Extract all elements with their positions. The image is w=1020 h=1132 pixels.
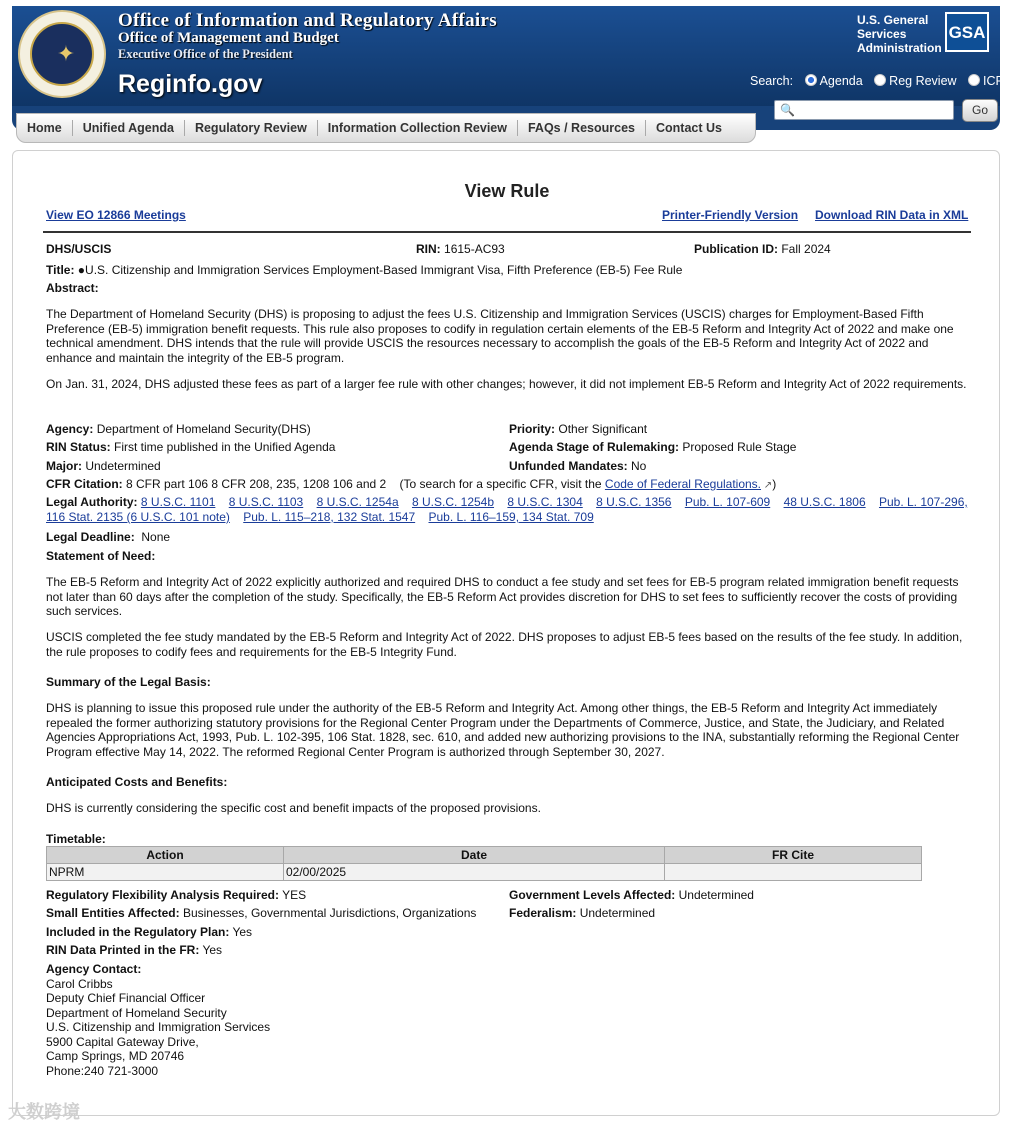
table-header-row bbox=[47, 847, 922, 864]
regflex-value: YES bbox=[282, 888, 307, 902]
omb-title: Office of Management and Budget bbox=[118, 30, 339, 46]
federalism-value: Undetermined bbox=[579, 906, 656, 920]
column-header: FR Cite bbox=[665, 847, 922, 864]
search-label: Search: bbox=[750, 74, 794, 88]
nav-unified-agenda[interactable]: Unified Agenda bbox=[73, 120, 185, 136]
agency-value: Department of Homeland Security(DHS) bbox=[96, 422, 311, 436]
small-entities-field bbox=[46, 906, 476, 920]
divider bbox=[43, 231, 971, 233]
contact-line: 5900 Capital Gateway Drive, bbox=[46, 1034, 199, 1049]
main-nav bbox=[16, 113, 756, 143]
need-paragraph: The EB-5 Reform and Integrity Act of 2022 explicitly authorized and required DHS to conduct a fee study and set fees for EB-5 program related immigration benefit requests not later than 60 days after the completion of the study. Specifically, the EB-5 Reform Act provides discretion for DHS to set fees to sufficiently recover the costs of providing such services. bbox=[46, 575, 959, 618]
legal-authority-link[interactable]: 8 U.S.C. 1356 bbox=[596, 495, 672, 509]
printed-label: RIN Data Printed in the FR: bbox=[46, 943, 200, 957]
eop-title: Executive Office of the President bbox=[118, 47, 293, 61]
go-button[interactable]: Go bbox=[962, 99, 998, 122]
need-label: Statement of Need: bbox=[46, 549, 156, 563]
cfr-note: (To search for a specific CFR, visit the bbox=[399, 477, 602, 491]
agenda-stage-label: Agenda Stage of Rulemaking: bbox=[509, 440, 680, 454]
contact-line: Phone:240 721-3000 bbox=[46, 1063, 159, 1078]
legal-basis-label: Summary of the Legal Basis: bbox=[46, 675, 211, 689]
govlevels-label: Government Levels Affected: bbox=[509, 888, 676, 902]
agency-contact bbox=[46, 962, 270, 1078]
major-field bbox=[46, 459, 161, 473]
nav-home[interactable]: Home bbox=[17, 120, 73, 136]
rin-status-field bbox=[46, 440, 335, 454]
nav-contact-us[interactable]: Contact Us bbox=[655, 121, 722, 135]
header-banner bbox=[12, 6, 1005, 106]
rin-value: 1615-AC93 bbox=[444, 242, 505, 256]
agency-field bbox=[46, 422, 311, 436]
pubid-field bbox=[694, 242, 831, 256]
unfunded-label: Unfunded Mandates: bbox=[509, 459, 628, 473]
abstract-label: Abstract: bbox=[46, 281, 99, 295]
contact-line: Camp Springs, MD 20746 bbox=[46, 1049, 185, 1063]
pubid-value: Fall 2024 bbox=[781, 242, 831, 256]
legal-authority-link[interactable]: 8 U.S.C. 1304 bbox=[507, 495, 583, 509]
govlevels-field bbox=[509, 888, 754, 902]
rin-status-value: First time published in the Unified Agenda bbox=[114, 440, 336, 454]
search-options bbox=[750, 74, 1005, 88]
seal-ring bbox=[30, 22, 94, 86]
legal-authority-link[interactable]: Pub. L. 107-609 bbox=[684, 495, 771, 509]
timetable bbox=[46, 846, 922, 881]
legal-deadline-label: Legal Deadline: bbox=[46, 530, 135, 544]
agenda-stage-value: Proposed Rule Stage bbox=[682, 440, 797, 454]
printed-value: Yes bbox=[202, 943, 223, 957]
govlevels-value: Undetermined bbox=[678, 888, 754, 902]
timetable-label: Timetable: bbox=[46, 832, 106, 846]
legal-authority-link[interactable]: Pub. L. 107-296, bbox=[878, 495, 968, 509]
presidential-seal-logo bbox=[18, 10, 106, 98]
nav-regulatory-review[interactable]: Regulatory Review bbox=[185, 120, 318, 136]
priority-value: Other Significant bbox=[558, 422, 648, 436]
site-header bbox=[12, 6, 1005, 130]
rin-field bbox=[416, 242, 505, 256]
page-title: View Rule bbox=[464, 181, 550, 201]
contact-line: U.S. Citizenship and Immigration Services bbox=[46, 1020, 271, 1034]
legal-authority-link[interactable]: 8 U.S.C. 1254b bbox=[411, 495, 495, 509]
costs-label: Anticipated Costs and Benefits: bbox=[46, 775, 228, 789]
rule-title: ●U.S. Citizenship and Immigration Services Employment-Based Immigrant Visa, Fifth Preference (EB-5) Fee Rule bbox=[77, 263, 683, 277]
unfunded-value: No bbox=[631, 459, 647, 473]
regplan-field bbox=[46, 925, 252, 939]
legal-authority-label: Legal Authority: bbox=[46, 495, 138, 509]
legal-authority-row1 bbox=[46, 495, 968, 509]
title-label: Title: bbox=[46, 263, 75, 277]
radio-icr-label[interactable]: ICR bbox=[983, 74, 1005, 88]
printed-field bbox=[46, 943, 222, 957]
contact-label: Agency Contact: bbox=[46, 962, 142, 976]
contact-line: Carol Cribbs bbox=[46, 976, 113, 991]
table-cell: NPRM bbox=[47, 864, 284, 881]
legal-authority-link[interactable]: 8 U.S.C. 1254a bbox=[316, 495, 399, 509]
priority-label: Priority: bbox=[509, 422, 556, 436]
abstract-paragraph: On Jan. 31, 2024, DHS adjusted these fees as part of a larger fee rule with other changes; however, it did not implement EB-5 Reform and Integrity Act of 2022 requirements. bbox=[46, 377, 967, 391]
cfr-note-end: ) bbox=[772, 477, 777, 491]
legal-authority-link[interactable]: 8 U.S.C. 1101 bbox=[140, 495, 216, 509]
nav-information-collection-review[interactable]: Information Collection Review bbox=[318, 120, 518, 136]
rin-label: RIN: bbox=[416, 242, 441, 256]
gsa-line: Services bbox=[857, 27, 907, 41]
contact-line: Department of Homeland Security bbox=[46, 1005, 227, 1020]
agency-label: Agency: bbox=[46, 422, 94, 436]
legal-basis-paragraph: DHS is planning to issue this proposed rule under the authority of the EB-5 Reform and Integrity Act. Among other things, the EB-5 Reform and Integrity Act immediately repealed the former authorizing statutory provisions for the Regional Center Program under the Departments of Commerce, Justice, and State, the Judiciary, and Related Agencies Appropriations Act, 1993, Pub. L. 102-395, 106 Stat. 1828, sec. 610, and added new authorizing provisions to the INA, substantially reforming the Regional Center Program effective May 14, 2022. The reformed Regional Center Program is authorized through September 30, 2027. bbox=[46, 701, 960, 759]
rin-status-label: RIN Status: bbox=[46, 440, 111, 454]
content-panel bbox=[12, 150, 1000, 1116]
search-input[interactable] bbox=[774, 100, 954, 120]
cfr-label: CFR Citation: bbox=[46, 477, 123, 491]
legal-authority-link[interactable]: Pub. L. 116–159, 134 Stat. 709 bbox=[428, 510, 594, 524]
legal-deadline-field bbox=[46, 530, 170, 544]
legal-authority-link[interactable]: Pub. L. 115–218, 132 Stat. 1547 bbox=[243, 510, 416, 524]
site-name-link[interactable]: Reginfo.gov bbox=[118, 70, 263, 98]
oira-title: Office of Information and Regulatory Affairs bbox=[118, 10, 497, 31]
cfr-field bbox=[46, 477, 776, 491]
gsa-line: Administration bbox=[857, 41, 942, 55]
pubid-label: Publication ID: bbox=[694, 242, 778, 256]
major-label: Major: bbox=[46, 459, 82, 473]
regflex-field bbox=[46, 888, 306, 902]
external-link-icon: ↗ bbox=[761, 480, 773, 491]
legal-deadline-value: None bbox=[141, 530, 171, 544]
radio-reg-review[interactable] bbox=[874, 74, 886, 86]
title-field bbox=[46, 263, 682, 277]
contact-line: Deputy Chief Financial Officer bbox=[46, 991, 206, 1005]
search-icon: 🔍 bbox=[780, 103, 795, 117]
gsa-line: U.S. General bbox=[857, 13, 929, 27]
regplan-value: Yes bbox=[232, 925, 253, 939]
agency-code: DHS/USCIS bbox=[46, 242, 112, 256]
eagle-icon: ✦ bbox=[56, 41, 76, 66]
gsa-logo[interactable]: GSA bbox=[945, 12, 989, 52]
nav-faqs-resources[interactable]: FAQs / Resources bbox=[518, 120, 646, 136]
gsa-name bbox=[857, 13, 942, 55]
need-paragraph: USCIS completed the fee study mandated by the EB-5 Reform and Integrity Act of 2022. DHS proposes to adjust EB-5 fees based on the results of the fee study. In addition, the rule proposes to codify fees and requirements for the EB-5 Integrity Fund. bbox=[46, 630, 963, 659]
federalism-field bbox=[509, 906, 655, 920]
watermark: 大数跨境 bbox=[8, 1102, 80, 1122]
abstract-paragraph: The Department of Homeland Security (DHS) is proposing to adjust the fees U.S. Citizenship and Immigration Services (USCIS) charges for Employment-Based Fifth Preference (EB-5) immigration benefit requests. This rule also proposes to codify in regulation certain elements of the EB-5 Reform and Integrity Act of 2022 and make one technical amendment. DHS intends that the rule will provide USCIS the resources necessary to accomplish the goals of the EB-5 Reform and Integrity Act of 2022 and enhance and maintain the integrity of the EB-5 program. bbox=[46, 307, 954, 365]
regflex-label: Regulatory Flexibility Analysis Required: bbox=[46, 888, 279, 902]
agenda-stage-field bbox=[509, 440, 796, 454]
legal-authority-link[interactable]: 8 U.S.C. 1103 bbox=[228, 495, 304, 509]
priority-field bbox=[509, 422, 647, 436]
regplan-label: Included in the Regulatory Plan: bbox=[46, 925, 230, 939]
unfunded-field bbox=[509, 459, 646, 473]
printer-friendly-link[interactable]: Printer-Friendly Version bbox=[662, 208, 799, 222]
radio-reg-review-label[interactable]: Reg Review bbox=[889, 74, 957, 88]
legal-authority-row2 bbox=[46, 510, 594, 524]
costs-paragraph: DHS is currently considering the specific cost and benefit impacts of the proposed provisions. bbox=[46, 801, 541, 815]
table-cell bbox=[665, 864, 922, 881]
eo-meetings-link[interactable]: View EO 12866 Meetings bbox=[46, 208, 186, 222]
radio-agenda[interactable] bbox=[805, 74, 817, 86]
column-header: Action bbox=[47, 847, 284, 864]
cfr-search-link[interactable]: Code of Federal Regulations. bbox=[604, 477, 762, 491]
major-value: Undetermined bbox=[85, 459, 161, 473]
table-row bbox=[47, 864, 922, 881]
download-xml-link[interactable]: Download RIN Data in XML bbox=[815, 208, 969, 222]
federalism-label: Federalism: bbox=[509, 906, 577, 920]
column-header: Date bbox=[284, 847, 665, 864]
table-cell: 02/00/2025 bbox=[284, 864, 665, 881]
radio-icr[interactable] bbox=[968, 74, 980, 86]
legal-authority-link[interactable]: 48 U.S.C. 1806 bbox=[783, 495, 866, 509]
small-entities-label: Small Entities Affected: bbox=[46, 906, 180, 920]
cfr-value: 8 CFR part 106 8 CFR 208, 235, 1208 106 and 2 bbox=[126, 477, 387, 491]
radio-agenda-label[interactable]: Agenda bbox=[819, 74, 863, 88]
legal-authority-link[interactable]: 116 Stat. 2135 (6 U.S.C. 101 note) bbox=[46, 510, 230, 524]
small-entities-value: Businesses, Governmental Jurisdictions, Organizations bbox=[182, 906, 477, 920]
